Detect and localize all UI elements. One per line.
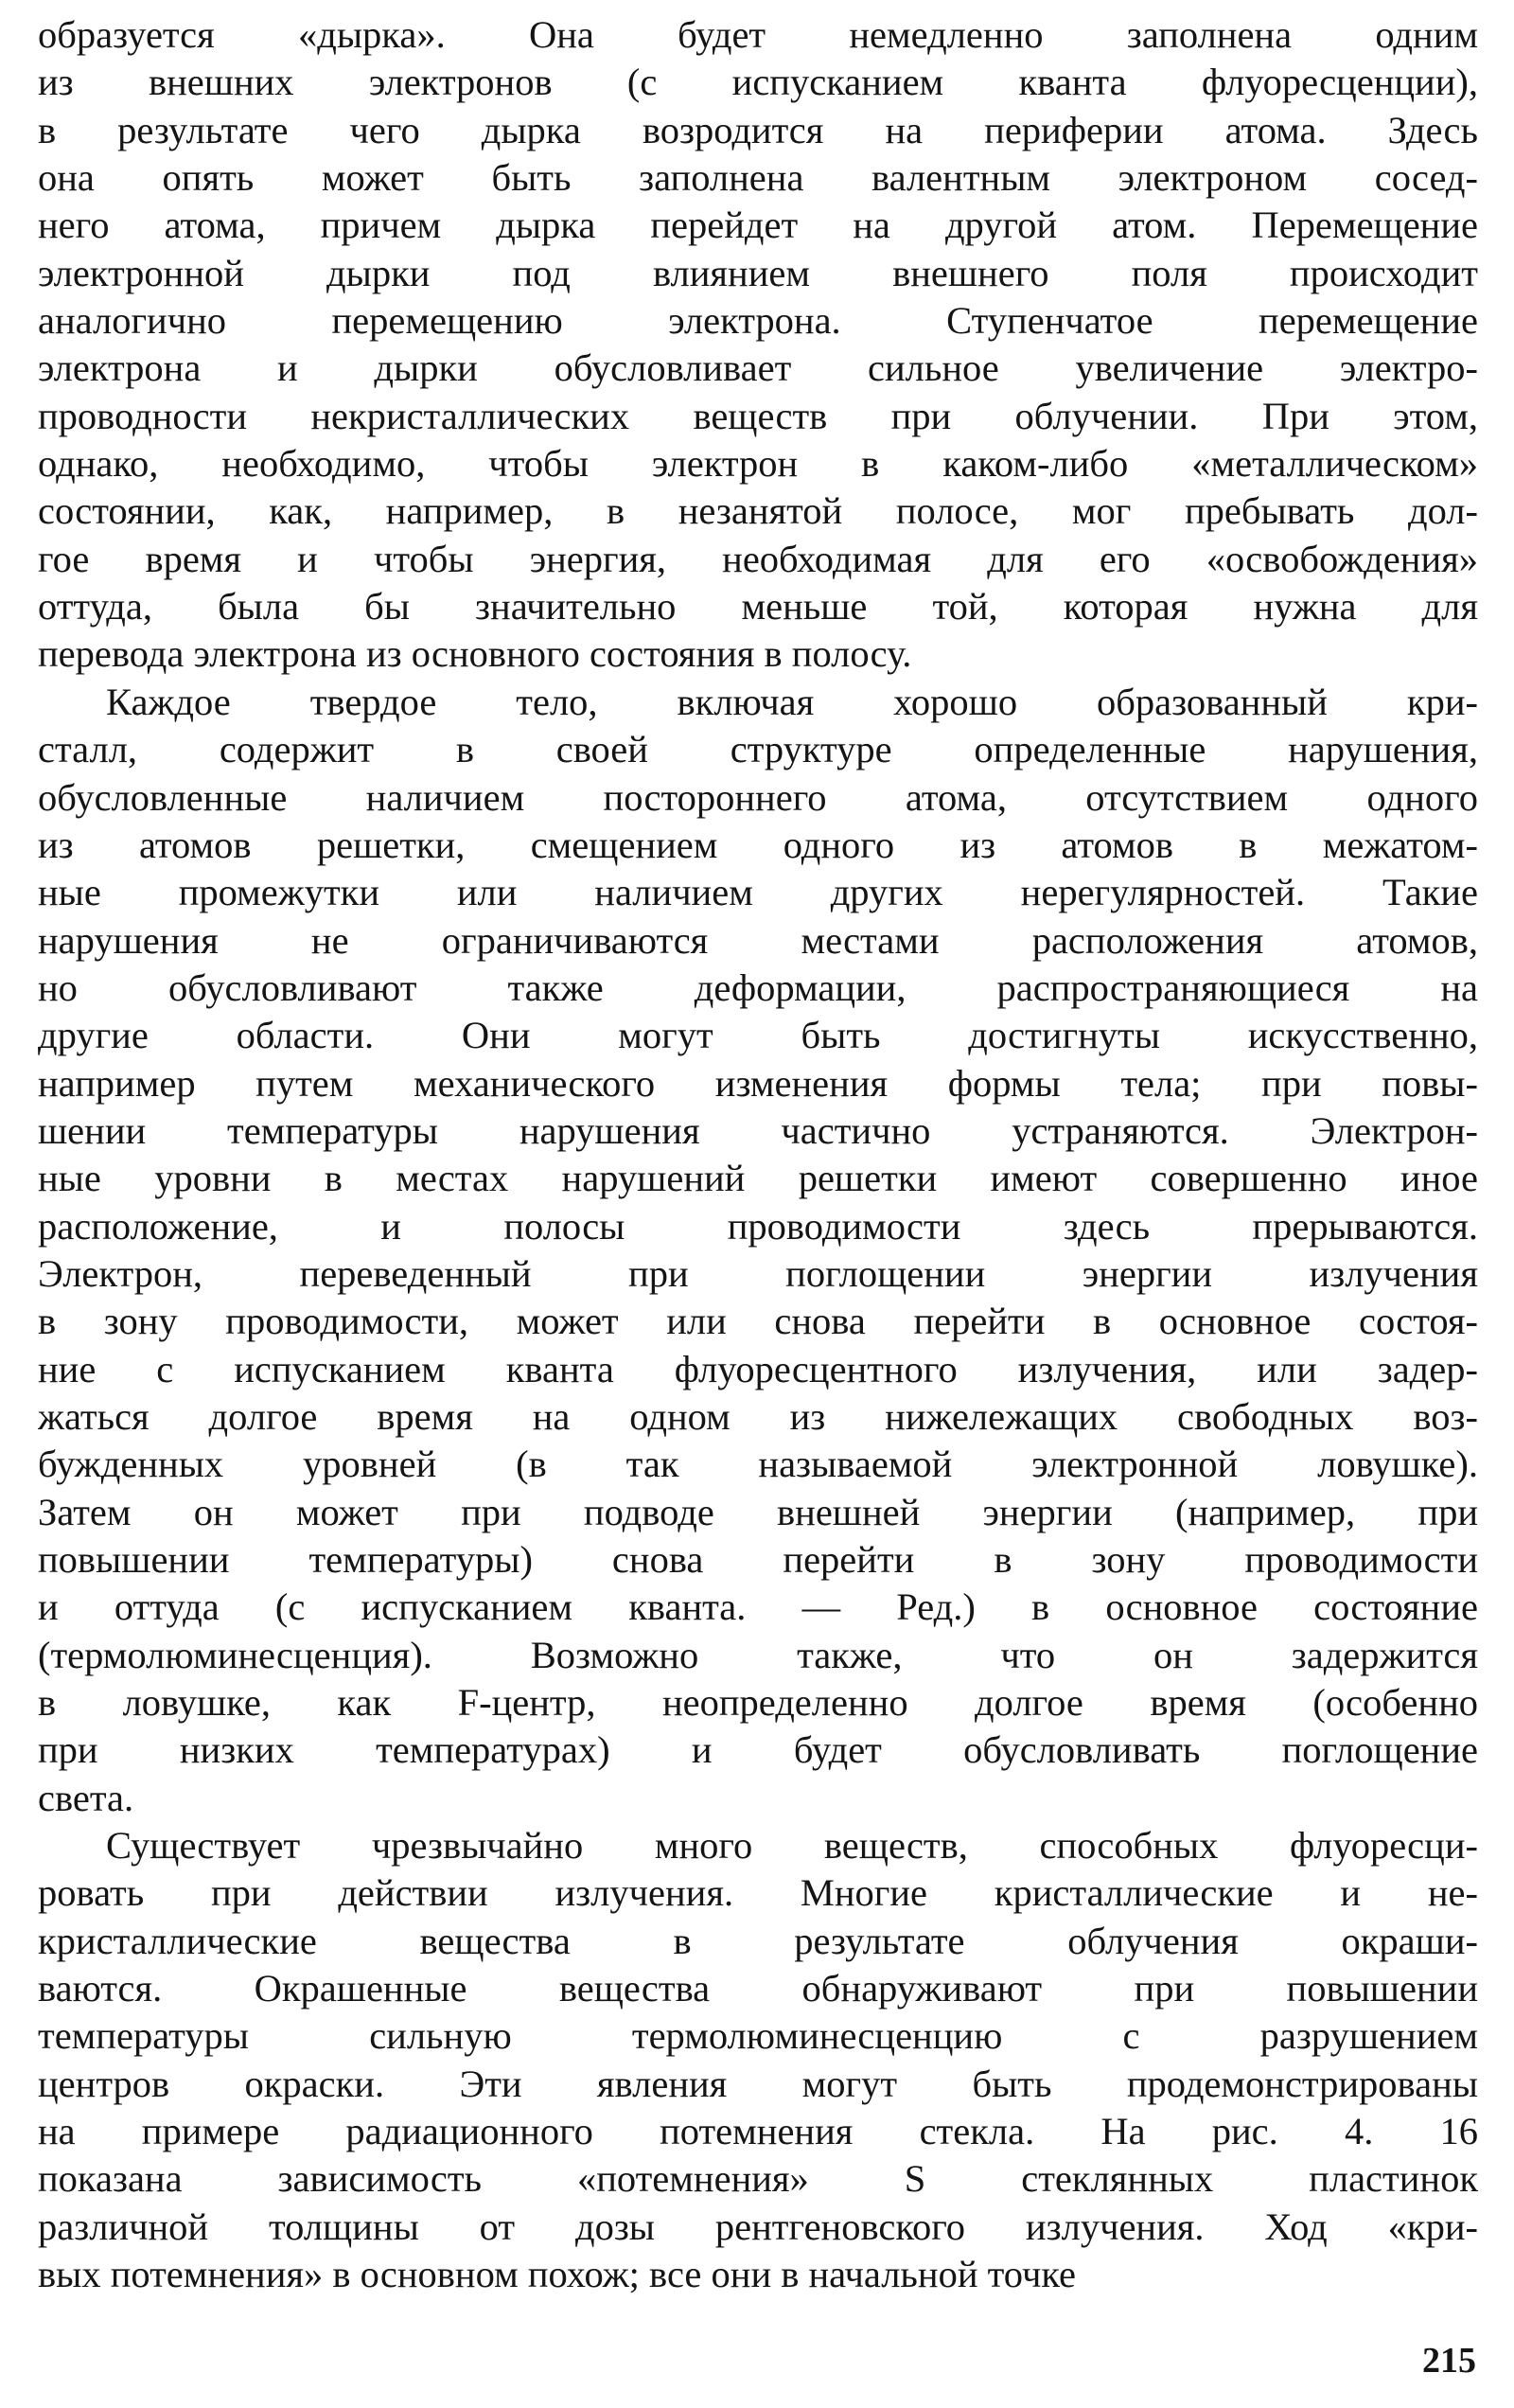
text-line: однако, необходимо, чтобы электрон в каком-либо «металлическом» bbox=[38, 442, 1478, 486]
text-line: нарушения не ограничиваются местами расположения атомов, bbox=[38, 918, 1478, 962]
text-line: Затем он может при подводе внешней энергии (например, при bbox=[38, 1490, 1478, 1533]
text-line: кристаллические вещества в результате облучения окраши- bbox=[38, 1919, 1478, 1962]
text-line: жаться долгое время на одном из нижележащих свободных воз- bbox=[38, 1394, 1478, 1438]
body-text bbox=[38, 11, 1478, 2299]
text-line: например путем механического изменения формы тела; при повы- bbox=[38, 1061, 1478, 1105]
text-line: на примере радиационного потемнения стекла. На рис. 4. 16 bbox=[38, 2110, 1478, 2153]
text-line: (термолюминесценция). Возможно также, что он задержится bbox=[38, 1633, 1478, 1676]
text-line: показана зависимость «потемнения» S стеклянных пластинок bbox=[38, 2157, 1478, 2201]
text-line: она опять может быть заполнена валентным электроном сосед- bbox=[38, 156, 1478, 200]
text-line: из внешних электронов (с испусканием кванта флуоресценции), bbox=[38, 61, 1478, 104]
text-line: проводности некристаллических веществ при облучении. При этом, bbox=[38, 394, 1478, 437]
text-line: электрона и дырки обусловливает сильное увеличение электро- bbox=[38, 346, 1478, 390]
text-line: электронной дырки под влиянием внешнего поля происходит bbox=[38, 251, 1478, 294]
text-line: гое время и чтобы энергия, необходимая для его «освобождения» bbox=[38, 537, 1478, 580]
text-line: обусловленные наличием постороннего атома, отсутствием одного bbox=[38, 775, 1478, 819]
text-line: бужденных уровней (в так называемой электронной ловушке). bbox=[38, 1443, 1478, 1486]
text-line: шении температуры нарушения частично устраняются. Электрон- bbox=[38, 1108, 1478, 1152]
text-line: расположение, и полосы проводимости здесь прерываются. bbox=[38, 1204, 1478, 1248]
text-line: аналогично перемещению электрона. Ступенчатое перемещение bbox=[38, 299, 1478, 343]
text-line: ваются. Окрашенные вещества обнаруживают при повышении bbox=[38, 1967, 1478, 2010]
text-line: в результате чего дырка возродится на периферии атома. Здесь bbox=[38, 108, 1478, 151]
text-line: образуется «дырка». Она будет немедленно заполнена одним bbox=[38, 13, 1478, 56]
paragraph-3 bbox=[38, 1822, 1478, 2298]
text-line: центров окраски. Эти явления могут быть продемонстрированы bbox=[38, 2062, 1478, 2105]
text-line: в зону проводимости, может или снова перейти в основное состоя- bbox=[38, 1300, 1478, 1343]
text-line: ные промежутки или наличием других нерегулярностей. Такие bbox=[38, 871, 1478, 914]
paragraph-1 bbox=[38, 11, 1478, 679]
text-line: при низких температурах) и будет обусловливать поглощение bbox=[38, 1728, 1478, 1772]
text-line: повышении температуры) снова перейти в зону проводимости bbox=[38, 1538, 1478, 1581]
text-line: сталл, содержит в своей структуре определенные нарушения, bbox=[38, 728, 1478, 771]
text-line: температуры сильную термолюминесценцию с разрушением bbox=[38, 2014, 1478, 2058]
text-line: Электрон, переведенный при поглощении энергии излучения bbox=[38, 1251, 1478, 1295]
text-line: Существует чрезвычайно много веществ, способных флуоресци- bbox=[106, 1824, 1478, 1868]
text-line: света. bbox=[38, 1776, 134, 1819]
text-line: ровать при действии излучения. Многие кристаллические и не- bbox=[38, 1871, 1478, 1915]
text-line: него атома, причем дырка перейдет на другой атом. Перемещение bbox=[38, 204, 1478, 247]
text-line: ные уровни в местах нарушений решетки имеют совершенно иное bbox=[38, 1157, 1478, 1200]
page-number: 215 bbox=[1422, 2341, 1476, 2381]
paragraph-2 bbox=[38, 679, 1478, 1822]
text-line: состоянии, как, например, в незанятой полосе, мог пребывать дол- bbox=[38, 489, 1478, 533]
text-line: ние с испусканием кванта флуоресцентного излучения, или задер- bbox=[38, 1347, 1478, 1390]
text-line: и оттуда (с испусканием кванта. — Ред.) в основное состояние bbox=[38, 1585, 1478, 1629]
text-line: но обусловливают также деформации, распространяющиеся на bbox=[38, 965, 1478, 1009]
text-line: из атомов решетки, смещением одного из атомов в межатом- bbox=[38, 823, 1478, 866]
text-line: другие области. Они могут быть достигнуты искусственно, bbox=[38, 1014, 1478, 1057]
text-line: различной толщины от дозы рентгеновского излучения. Ход «кри- bbox=[38, 2204, 1478, 2248]
text-line: в ловушке, как F-центр, неопределенно долгое время (особенно bbox=[38, 1681, 1478, 1725]
text-line: перевода электрона из основного состояния в полосу. bbox=[38, 632, 912, 676]
text-line: оттуда, была бы значительно меньше той, которая нужна для bbox=[38, 585, 1478, 629]
text-line: Каждое твердое тело, включая хорошо образованный кри- bbox=[106, 680, 1478, 723]
text-line: вых потемнения» в основном похож; все они в начальной точке bbox=[38, 2253, 1077, 2296]
